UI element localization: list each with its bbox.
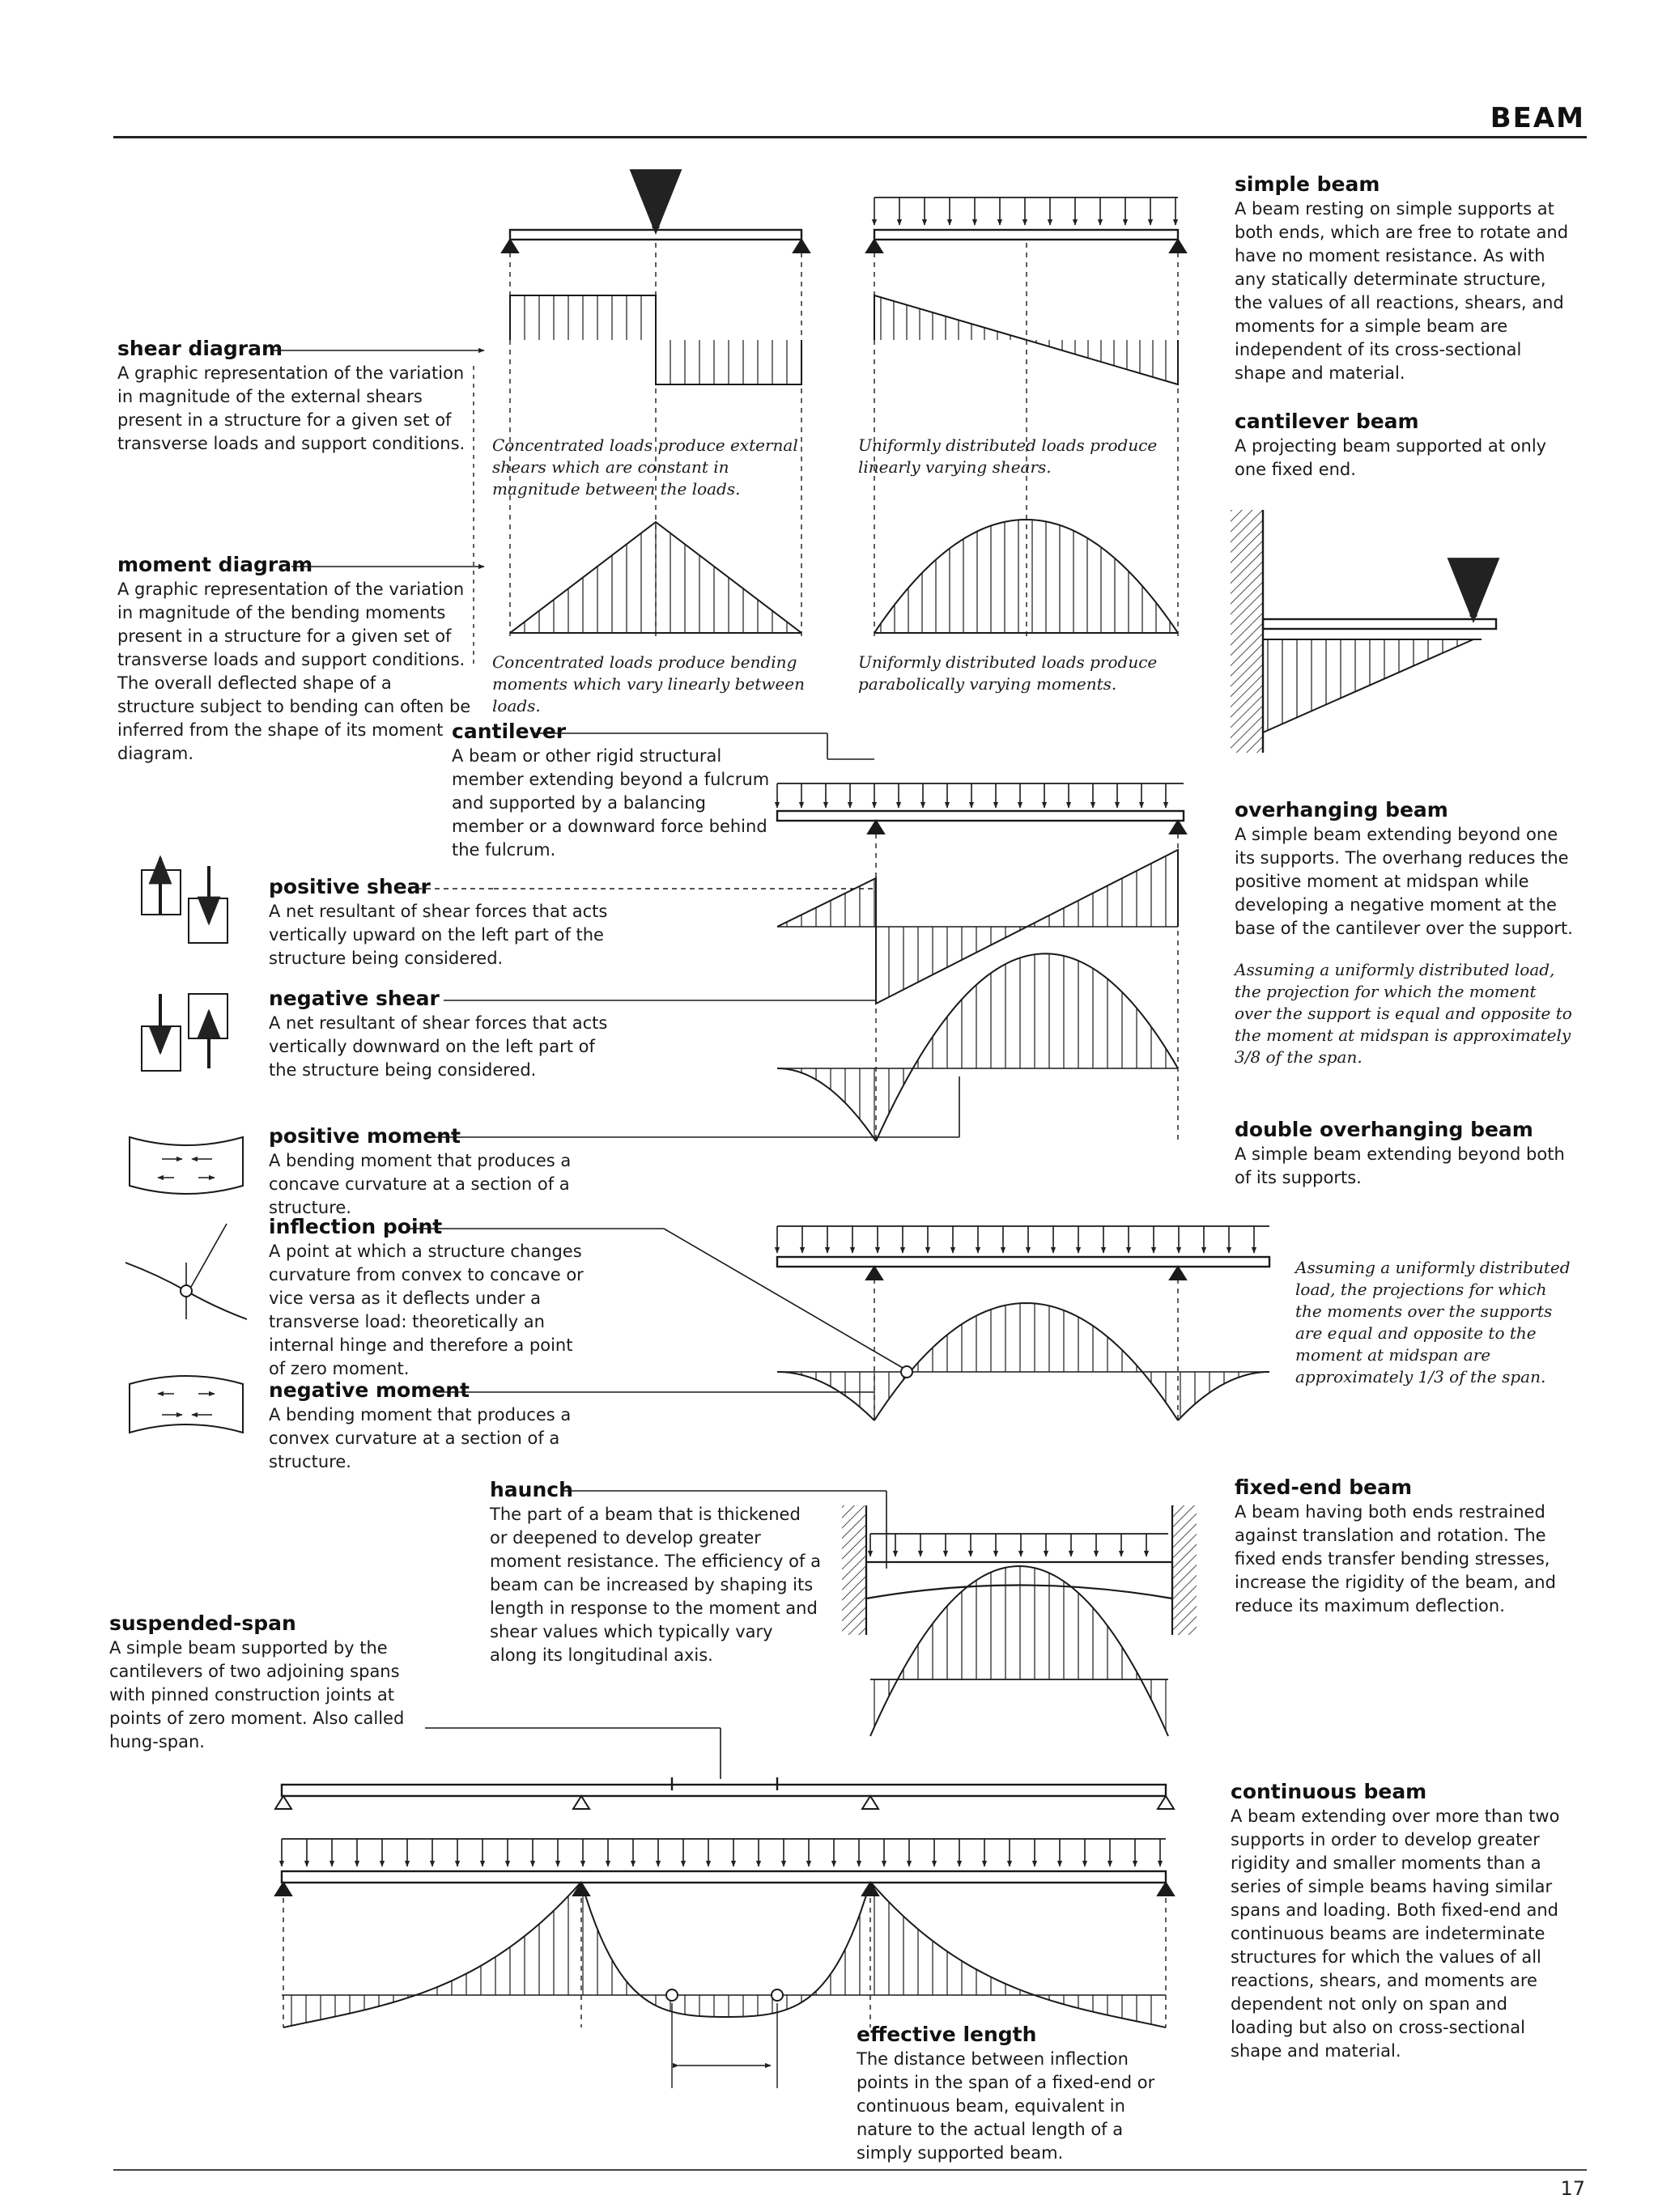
haunch-definition — [490, 1477, 822, 1667]
shear-linear-positive-outline — [874, 295, 1027, 340]
footer-rule — [113, 2169, 1587, 2171]
simple-beam-2 — [874, 230, 1178, 240]
simple-beam-1 — [510, 230, 801, 240]
page-title: BEAM — [1490, 102, 1585, 134]
support-filled — [275, 1883, 291, 1896]
inflection-left — [666, 1989, 678, 2001]
cantilever-text: A beam or other rigid structural member extending beyond a fulcrum and supported by a balancing member or a downward force behind the fulcrum. — [452, 746, 770, 860]
cont-moment-span2-outline — [581, 1882, 870, 2017]
fixed-end-beam-definition — [1235, 1475, 1575, 1618]
support-filled — [1158, 1883, 1174, 1896]
continuous-beam-term: continuous beam — [1231, 1780, 1427, 1803]
suspended-span-text: A simple beam supported by the cantilevers of two adjoining spans with pinned construction joints at points of zero moment. Also called hung-span. — [109, 1638, 405, 1751]
shear-diagram-term: shear diagram — [117, 337, 283, 360]
cont-moment-span3-outline — [870, 1882, 1166, 2027]
positive-shear-term: positive shear — [269, 875, 431, 898]
double-overhanging-beam-diagram — [777, 1226, 1269, 1424]
fixed-end-beam-term: fixed-end beam — [1235, 1475, 1413, 1499]
double-overhanging-beam-text: A simple beam extending beyond both of its supports. — [1235, 1144, 1565, 1187]
continuous-beam-text: A beam extending over more than two supports in order to develop greater rigidity and smaller moments than a series of simple beams having similar spans and loading. Both fixed-end and continuous beams are indeterminate structures for which the values of all reactions, shears, and moments are dependent not only on span and loading but also on cross-sectional shape and material. — [1231, 1807, 1560, 2061]
overhanging-beam-text: A simple beam extending beyond one its supports. The overhang reduces the positive moment at midspan while developing a negative moment at the base of the cantilever over the support. — [1235, 825, 1573, 938]
positive-moment-text: A bending moment that produces a concave curvature at a section of a structure. — [269, 1151, 572, 1217]
fixed-wall-right — [1172, 1505, 1197, 1635]
simple-beam-term: simple beam — [1235, 172, 1380, 196]
fixed-end-beam-diagram — [842, 1505, 1197, 1736]
continuous-beam — [282, 1871, 1166, 1883]
negative-moment-definition — [269, 1378, 617, 1474]
inflection-leader-diagonal — [664, 1229, 903, 1368]
sign-convention-icons — [125, 858, 247, 1433]
double-overhanging-beam-term: double overhanging beam — [1235, 1118, 1533, 1141]
negative-shear-text: A net resultant of shear forces that acts vertically downward on the left part of the structure being considered. — [269, 1013, 608, 1080]
simple-beam-uniform-load-diagram — [866, 197, 1186, 639]
moment-diagram-definition — [117, 552, 474, 766]
double-overhanging-beam-definition — [1235, 1117, 1575, 1190]
positive-moment-definition — [269, 1123, 609, 1220]
inflection-right — [772, 1989, 783, 2001]
effective-length-term: effective length — [857, 2023, 1037, 2046]
negative-moment-text: A bending moment that produces a convex curvature at a section of a structure. — [269, 1405, 572, 1471]
double-overhang-note-caption: Assuming a uniformly distributed load, the projections for which the moments over the supports are equal and opposite to the moment at midspan are approximately 1/3 of the span. — [1295, 1258, 1571, 1386]
cantilever-beam-definition — [1235, 409, 1575, 482]
support-a — [866, 1267, 882, 1280]
cantilever-moment-outline — [1263, 639, 1473, 732]
inflection-point-icon — [181, 1285, 192, 1297]
positive-shear-definition — [269, 874, 609, 970]
cont-moment-span1-outline — [283, 1882, 581, 2027]
double-overhanging-beam — [777, 1257, 1269, 1267]
support-open — [275, 1796, 291, 1809]
shear-diagram-text: A graphic representation of the variation in magnitude of the external shears present in a structure for a given set of transverse loads and support conditions. — [117, 363, 466, 453]
double-moment-span-outline — [874, 1303, 1178, 1420]
overhanging-beam-diagram — [777, 783, 1186, 1141]
effective-length-definition — [857, 2022, 1180, 2165]
haunch-text: The part of a beam that is thickened or deepened to develop greater moment resistance. The efficiency of a beam can be increased by shaping its length in response to the moment and shear values which typically vary along its longitudinal axis. — [490, 1505, 821, 1665]
inflection-point-definition — [269, 1214, 593, 1381]
positive-moment-term: positive moment — [269, 1124, 461, 1148]
overhanging-beam-term: overhanging beam — [1235, 798, 1448, 822]
moment-diagram-text: A graphic representation of the variation in magnitude of the bending moments present in a structure for a given set of transverse loads and support conditions. The overall deflected shape of a structure subject to bending can often be inferred from the shape of its moment diagram. — [117, 580, 471, 763]
inflection-leader — [191, 1224, 227, 1287]
cantilever-beam-diagram — [1231, 510, 1496, 753]
fixed-wall-left — [842, 1505, 866, 1635]
effective-length-text: The distance between inflection points in the span of a fixed-end or continuous beam, equivalent in nature to the actual length of a simply supported beam. — [857, 2049, 1155, 2163]
fixed-wall — [1231, 510, 1263, 753]
overhang-moment-neg-outline — [777, 1068, 876, 1141]
overhang-note-caption: Assuming a uniformly distributed load, the projection for which the moment over the support is equal and opposite to the moment at midspan is approximately 3/8 of the span. — [1235, 960, 1572, 1067]
cantilever-beam — [1263, 619, 1496, 629]
overhang-shear-cant-outline — [777, 878, 876, 927]
shear-diagram-definition — [117, 336, 474, 456]
inflection-point-marker — [901, 1366, 912, 1378]
positive-shear-text: A net resultant of shear forces that acts vertically upward on the left part of the structure being considered. — [269, 902, 608, 968]
uniform-moments-caption: Uniformly distributed loads produce parabolically varying moments. — [858, 652, 1158, 694]
cantilever-beam-term: cantilever beam — [1235, 410, 1419, 433]
suspended-span-beam — [282, 1785, 1166, 1796]
negative-shear-term: negative shear — [269, 987, 440, 1010]
fixed-end-beam-text: A beam having both ends restrained against translation and rotation. The fixed ends transfer bending stresses, increase the rigidity of the beam, and reduce its maximum deflection. — [1235, 1502, 1556, 1615]
inflection-point-text: A point at which a structure changes curvature from convex to concave or vice versa as it deflects under a transverse load: theoretically an internal hinge and therefore a point of zero moment. — [269, 1242, 584, 1378]
suspended-span-definition — [109, 1611, 433, 1754]
cantilever-term: cantilever — [452, 720, 567, 743]
support-b — [1170, 1267, 1186, 1280]
shear-linear-negative-outline — [1027, 340, 1178, 384]
concentrated-shears-caption: Concentrated loads produce external shears which are constant in magnitude between the loads. — [492, 435, 798, 499]
negative-shear-definition — [269, 986, 609, 1082]
support-open — [862, 1796, 878, 1809]
support-open — [573, 1796, 589, 1809]
support-b — [1170, 821, 1186, 834]
suspended-span-term: suspended-span — [109, 1611, 296, 1635]
negative-moment-term: negative moment — [269, 1378, 470, 1402]
cantilever-beam-text: A projecting beam supported at only one fixed end. — [1235, 436, 1547, 479]
concentrated-moments-caption: Concentrated loads produce bending moments which vary linearly between loads. — [492, 652, 806, 715]
continuous-beam-definition — [1231, 1779, 1575, 2063]
support-a — [868, 821, 884, 834]
support-open — [1158, 1796, 1174, 1809]
uniform-shears-caption: Uniformly distributed loads produce linearly varying shears. — [858, 435, 1158, 477]
overhang-moment-span-outline — [876, 953, 1178, 1141]
negative-moment-element — [130, 1376, 243, 1433]
cantilever-definition — [452, 719, 776, 862]
simple-beam-definition — [1235, 172, 1575, 385]
inflection-point-term: inflection point — [269, 1215, 443, 1238]
page-number: 17 — [1560, 2177, 1585, 2200]
moment-diagram-term: moment diagram — [117, 553, 313, 576]
simple-beam-point-load-diagram — [502, 180, 810, 639]
overhanging-beam — [777, 811, 1184, 821]
simple-beam-text: A beam resting on simple supports at both ends, which are free to rotate and have no moment resistance. As with any statically determinate structure, the values of all reactions, shears, and moments for a simple beam are independent of its cross-sectional shape and material. — [1235, 199, 1569, 383]
haunch-term: haunch — [490, 1478, 573, 1501]
haunched-beam — [866, 1562, 1172, 1598]
positive-moment-element — [130, 1137, 243, 1194]
overhanging-beam-definition — [1235, 797, 1575, 940]
